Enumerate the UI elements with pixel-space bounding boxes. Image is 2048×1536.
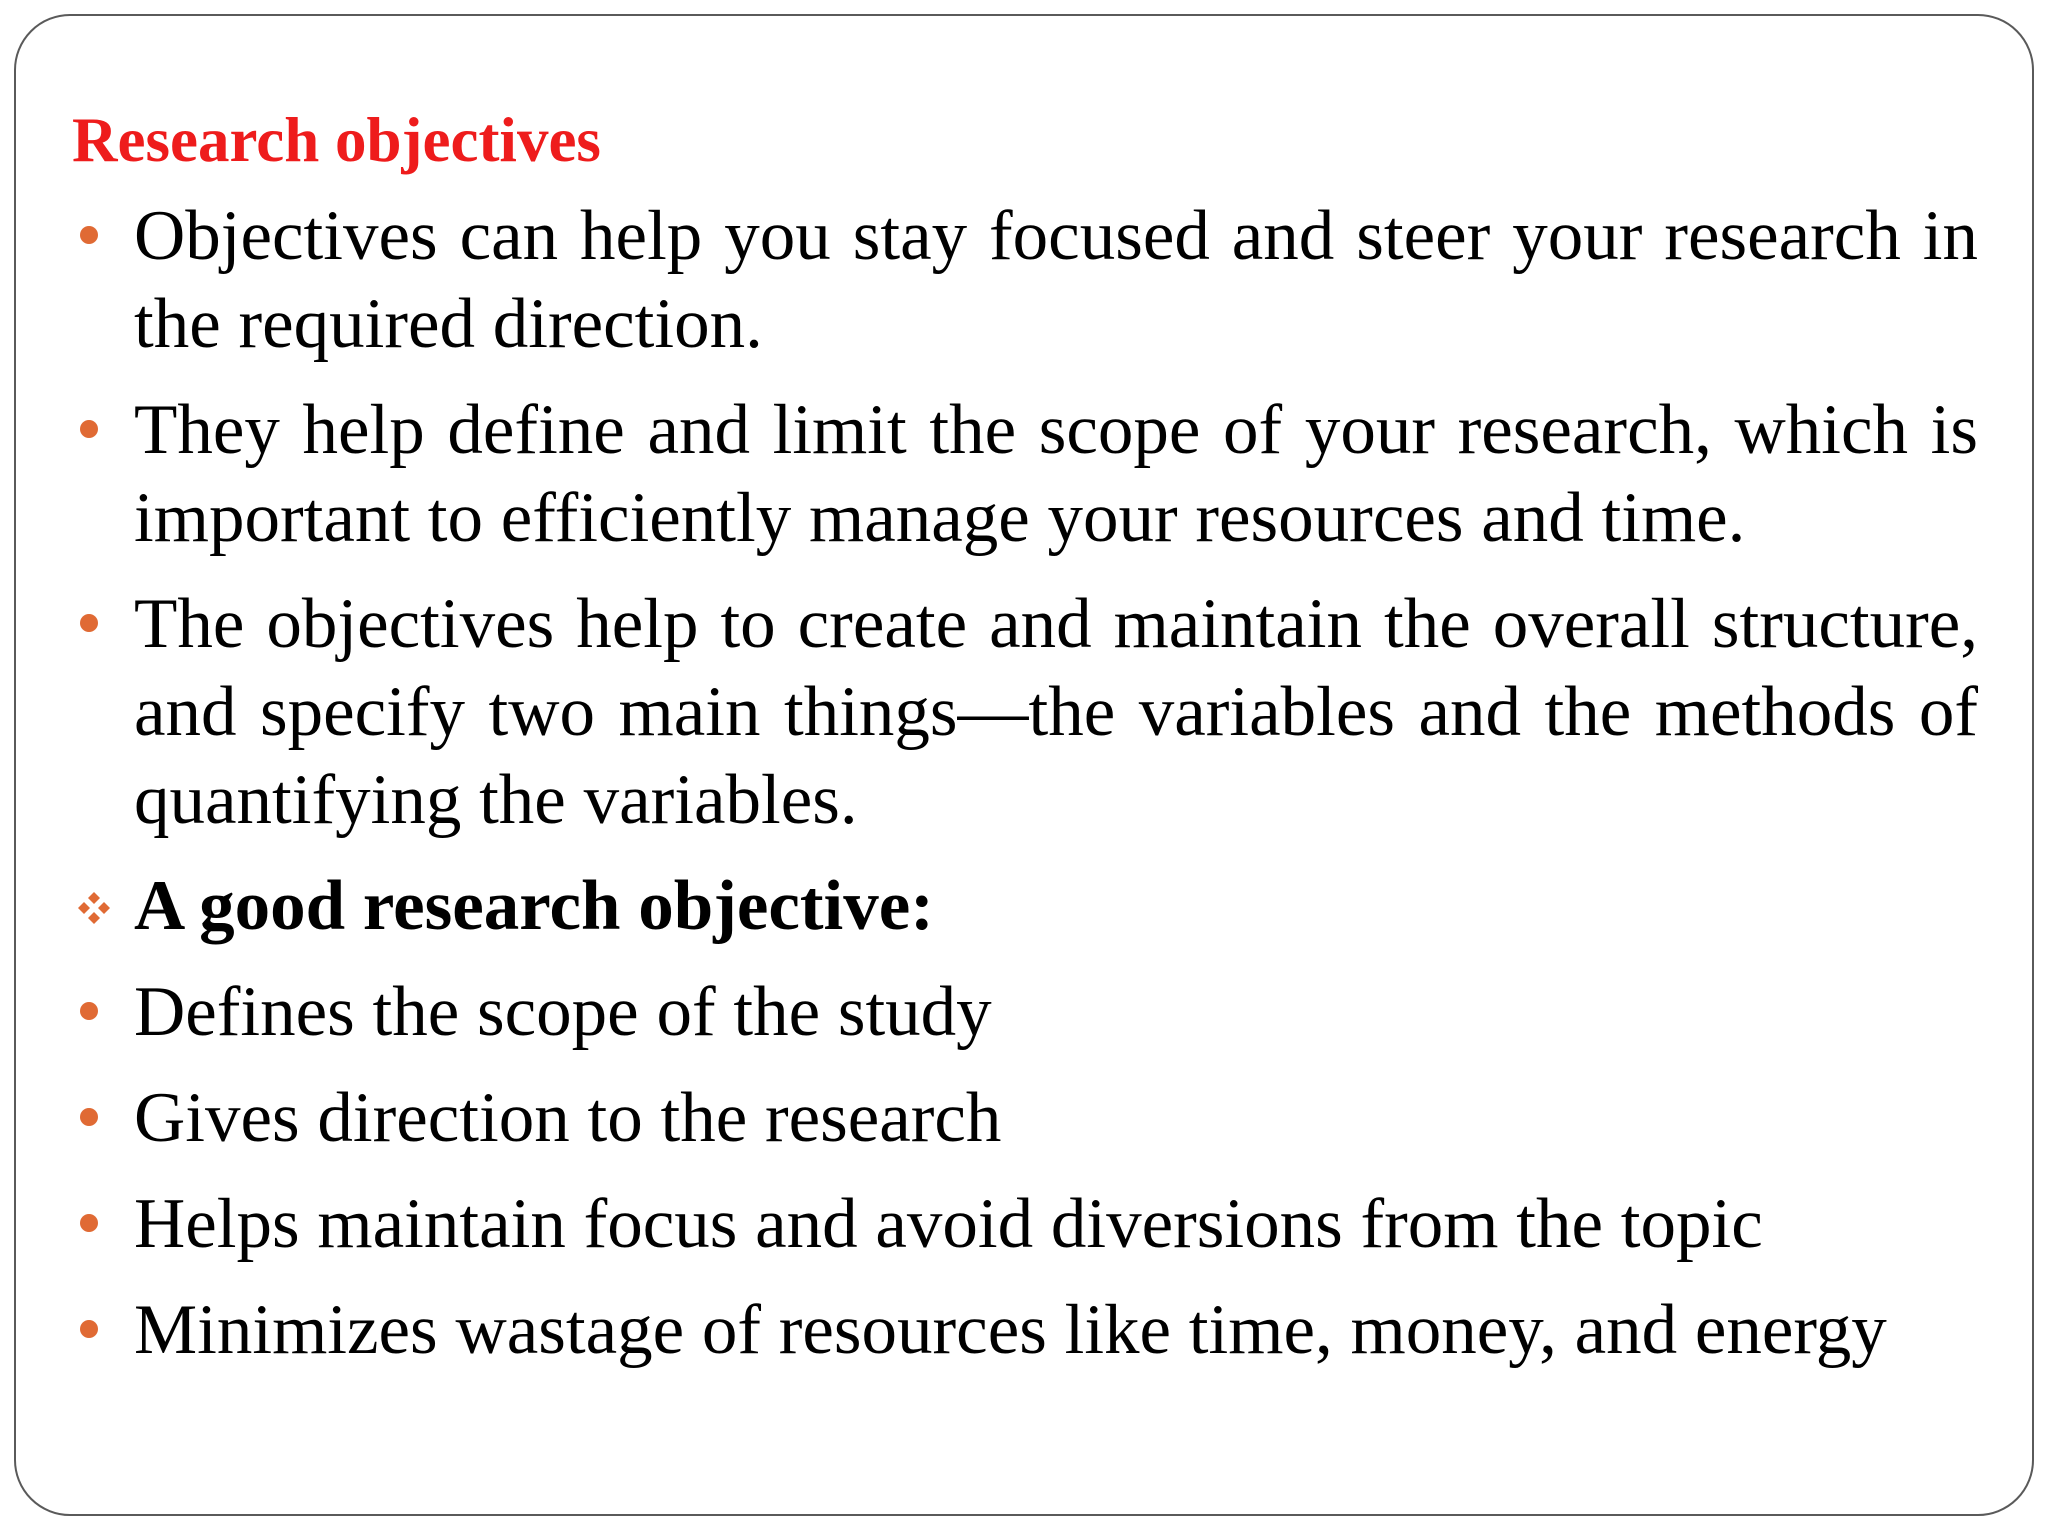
dot-bullet-icon bbox=[80, 1320, 98, 1338]
dot-bullet-icon bbox=[80, 420, 98, 438]
dot-bullet-icon bbox=[80, 226, 98, 244]
list-item bbox=[72, 1286, 1978, 1374]
list-item-text: Gives direction to the research bbox=[134, 1079, 1002, 1157]
slide-frame bbox=[14, 14, 2034, 1516]
slide-title: Research objectives bbox=[72, 105, 601, 175]
slide-content bbox=[72, 100, 1978, 1392]
list-item bbox=[72, 968, 1978, 1056]
list-item bbox=[72, 1074, 1978, 1162]
list-item bbox=[72, 386, 1978, 562]
dot-bullet-icon bbox=[80, 1002, 98, 1020]
list-item-text: Objectives can help you stay focused and steer your research in the required direction. bbox=[134, 197, 1978, 363]
list-item bbox=[72, 580, 1978, 844]
list-heading bbox=[72, 862, 1978, 950]
bullet-list bbox=[72, 192, 1978, 1374]
dot-bullet-icon bbox=[80, 614, 98, 632]
dot-bullet-icon bbox=[80, 1214, 98, 1232]
list-item-text: Defines the scope of the study bbox=[134, 973, 992, 1051]
list-item bbox=[72, 1180, 1978, 1268]
list-item-text: Minimizes wastage of resources like time, money, and energy bbox=[134, 1291, 1887, 1369]
list-heading-text: A good research objective: bbox=[134, 867, 934, 945]
list-item-text: They help define and limit the scope of your research, which is important to efficiently manage your resources and time. bbox=[134, 391, 1978, 557]
diamond-bullet-icon bbox=[76, 890, 112, 926]
list-item bbox=[72, 192, 1978, 368]
list-item-text: Helps maintain focus and avoid diversions from the topic bbox=[134, 1185, 1763, 1263]
list-item-text: The objectives help to create and maintain the overall structure, and specify two main things—the variables and the methods of quantifying the variables. bbox=[134, 585, 1978, 839]
dot-bullet-icon bbox=[80, 1108, 98, 1126]
